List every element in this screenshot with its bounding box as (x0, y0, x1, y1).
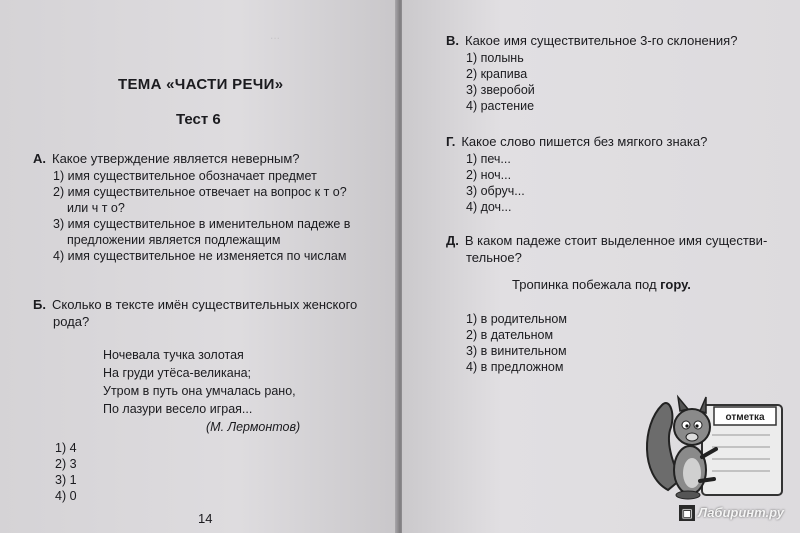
question-b-letter: Б. (33, 297, 46, 312)
topic-title: ТЕМА «ЧАСТИ РЕЧИ» (118, 76, 284, 93)
example-sentence-text: Тропинка побежала под (512, 277, 661, 292)
question-a-option-3-cont: предложении является подлежащим (67, 233, 281, 247)
labirint-logo-icon: ▣ (679, 505, 695, 521)
question-a-option-3: 3) имя существительное в именительном падеже в (53, 217, 351, 231)
question-v-option-3: 3) зверобой (466, 83, 535, 97)
question-v-letter: В. (446, 33, 459, 48)
question-b-option-1: 1) 4 (55, 441, 77, 455)
question-v-option-1: 1) полынь (466, 51, 524, 65)
bleed-text: ... (270, 28, 281, 42)
question-d-text: В каком падеже стоит выделенное имя существи- (464, 233, 768, 248)
sign-label: отметка (725, 412, 765, 423)
poem-line-4: По лазури весело играя... (103, 402, 253, 416)
question-g (446, 133, 707, 150)
question-a-option-1: 1) имя существительное обозначает предмет (53, 169, 317, 183)
question-b-option-2: 2) 3 (55, 457, 77, 471)
left-page (0, 0, 398, 533)
watermark-text: Лабиринт.ру (698, 505, 784, 520)
poem-line-2: На груди утёса-великана; (103, 366, 252, 380)
question-g-text: Какое слово пишется без мягкого знака? (461, 134, 708, 149)
question-g-option-3: 3) обруч... (466, 184, 525, 198)
question-a-option-4: 4) имя существительное не изменяется по числам (53, 249, 347, 263)
example-sentence (512, 276, 691, 293)
poem-author: (М. Лермонтов) (206, 420, 301, 434)
question-a-text: Какое утверждение является неверным? (52, 151, 300, 166)
question-g-letter: Г. (446, 134, 456, 149)
question-g-option-2: 2) ноч... (466, 168, 512, 182)
question-a (33, 150, 300, 167)
question-d-option-4: 4) в предложном (466, 360, 564, 374)
question-d-text-cont: тельное? (466, 250, 522, 265)
question-g-option-1: 1) печ... (466, 152, 511, 166)
question-a-option-2: 2) имя существительное отвечает на вопрос к т о? (53, 185, 347, 199)
question-b-option-4: 4) 0 (55, 489, 77, 503)
question-b-text: Сколько в тексте имён существительных женского (51, 297, 358, 312)
question-a-option-2-cont: или ч т о? (67, 201, 125, 215)
poem-line-3: Утром в путь она умчалась рано, (103, 384, 296, 398)
question-a-letter: А. (33, 151, 46, 166)
question-v-option-2: 2) крапива (466, 67, 528, 81)
page-number: 14 (198, 511, 213, 526)
poem-line-1: Ночевала тучка золотая (103, 348, 244, 362)
question-v-text: Какое имя существительное 3-го склонения? (465, 33, 738, 48)
test-title: Тест 6 (176, 111, 221, 128)
question-b-text-cont: рода? (53, 314, 90, 329)
question-b-option-3: 3) 1 (55, 473, 77, 487)
question-d-option-2: 2) в дательном (466, 328, 554, 342)
question-v-option-4: 4) растение (466, 99, 535, 113)
question-b (33, 296, 357, 313)
question-v (446, 32, 737, 49)
question-d-letter: Д. (446, 233, 459, 248)
question-d-option-3: 3) в винительном (466, 344, 567, 358)
highlighted-noun: гору. (660, 277, 691, 292)
watermark (679, 505, 784, 521)
squirrel-illustration (640, 385, 790, 510)
question-d-option-1: 1) в родительном (466, 312, 567, 326)
question-g-option-4: 4) доч... (466, 200, 512, 214)
question-d (446, 232, 767, 249)
